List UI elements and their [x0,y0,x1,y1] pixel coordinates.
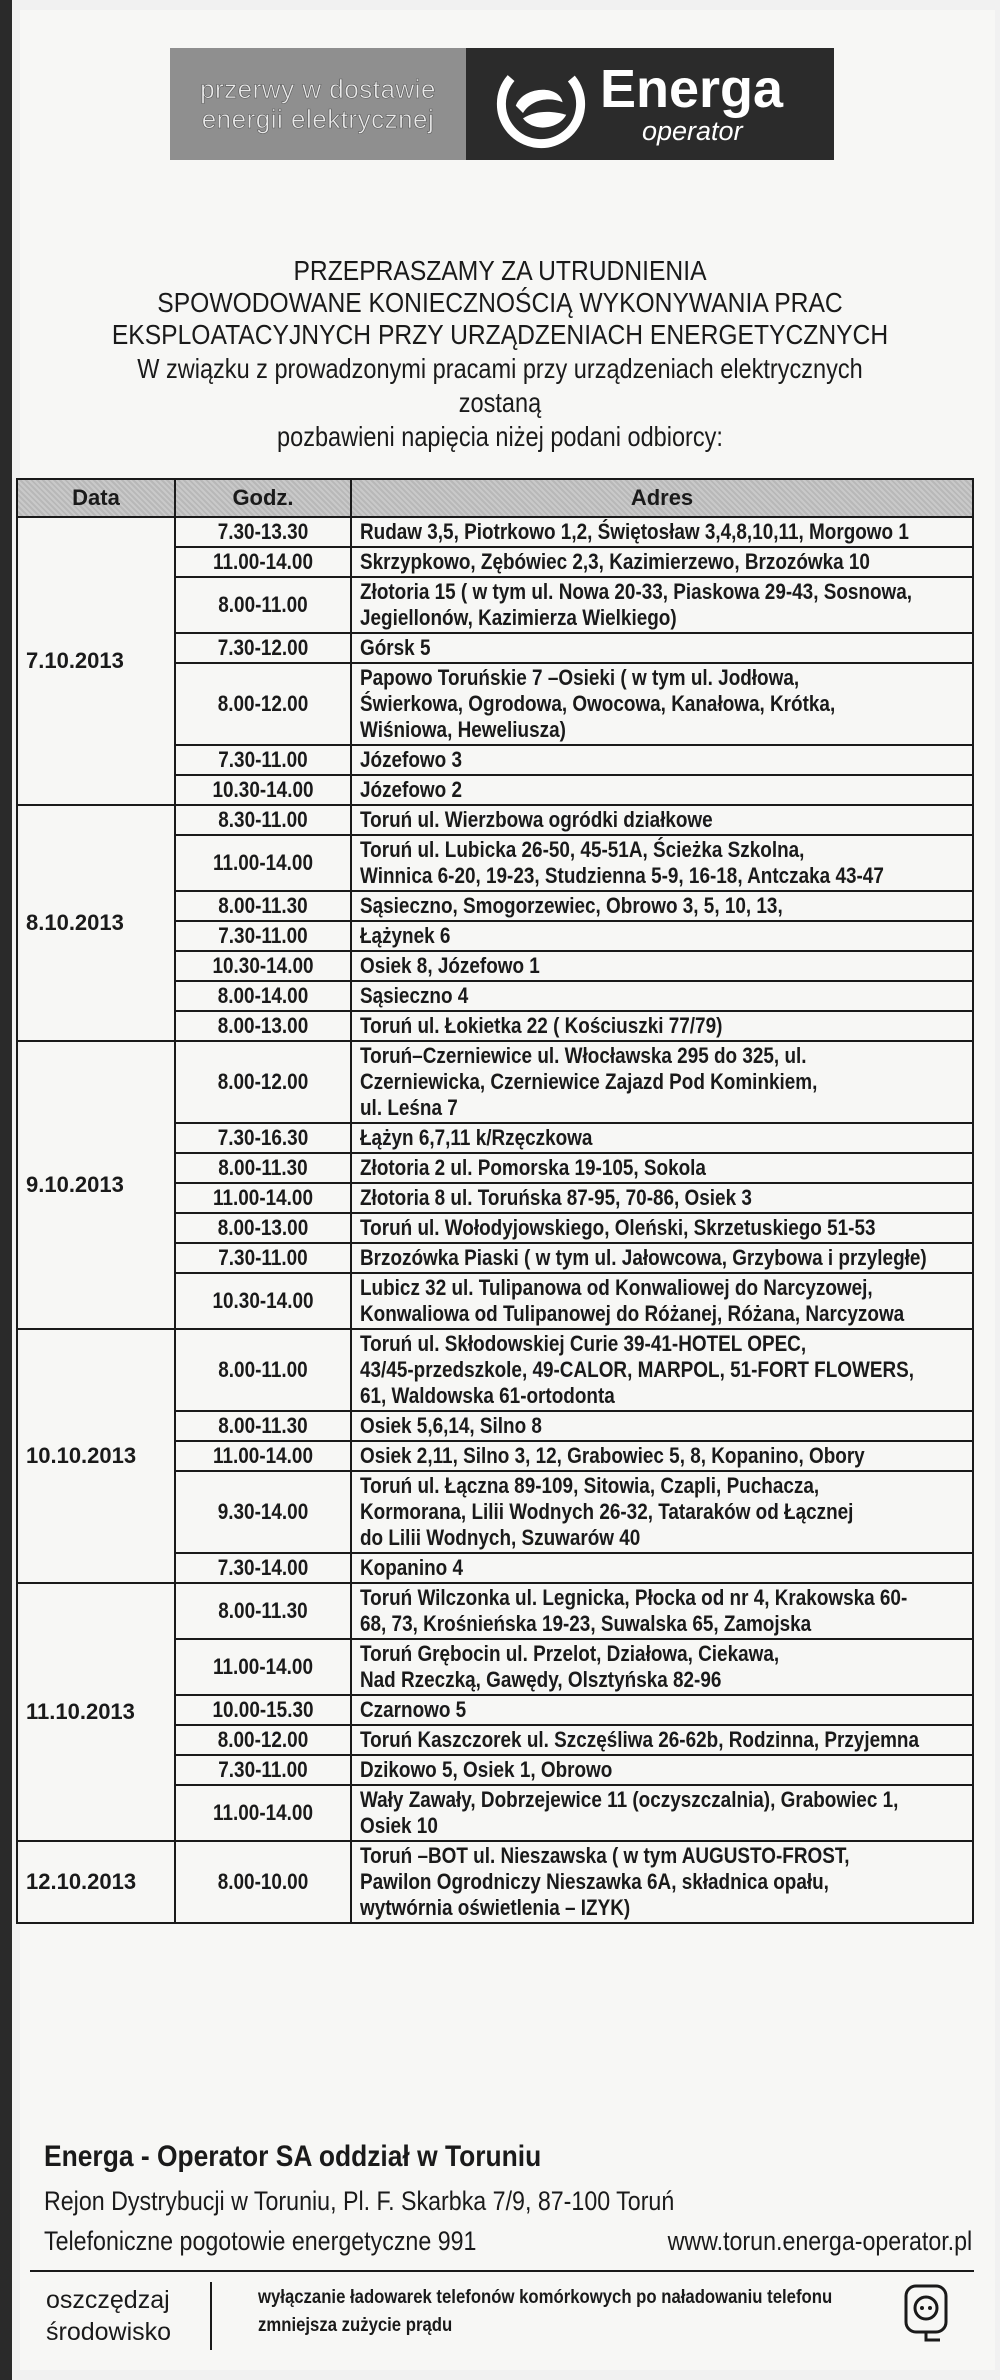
header-time: Godz. [175,479,351,517]
time-cell [175,1011,351,1041]
address-line: Toruń ul. Lubicka 26-50, 45-51A, Ścieżka Szkolna, [360,837,805,862]
address-line: Osiek 10 [360,1813,438,1838]
address-line: Toruń ul. Skłodowskiej Curie 39-41-HOTEL OPEC, [360,1331,807,1356]
time-text: 8.00-11.30 [218,1155,308,1180]
address-cell [351,775,973,805]
address-cell [351,1041,973,1123]
address-cell [351,805,973,835]
footer-divider [30,2270,974,2272]
time-cell [175,1329,351,1411]
time-cell [175,891,351,921]
date-cell: 12.10.2013 [17,1841,175,1923]
address-line: Lubicz 32 ul. Tulipanowa od Konwaliowej do Narcyzowej, [360,1275,873,1300]
header-address: Adres [351,479,973,517]
intro-line1: W związku z prowadzonymi pracami przy urządzeniach elektrycznych zostaną [137,353,863,418]
time-cell [175,1153,351,1183]
date-cell: 7.10.2013 [17,517,175,805]
time-cell [175,1583,351,1639]
address-line: Złotoria 2 ul. Pomorska 19-105, Sokola [360,1155,706,1180]
time-cell [175,517,351,547]
time-text: 7.30-11.00 [218,747,308,772]
address-cell [351,663,973,745]
energa-swirl-icon [496,59,586,149]
table-body [17,517,973,1923]
time-cell [175,981,351,1011]
time-cell [175,663,351,745]
address-line: Józefowo 2 [360,777,462,802]
address-line: Złotoria 15 ( w tym ul. Nowa 20-33, Piaskowa 29-43, Sosnowa, [360,579,913,604]
address-cell [351,517,973,547]
address-cell [351,745,973,775]
time-text: 8.00-11.00 [218,1357,308,1382]
time-text: 8.00-13.00 [217,1013,309,1038]
brand-name: Energa [600,59,784,119]
time-cell [175,1411,351,1441]
address-cell [351,1639,973,1695]
time-text: 7.30-11.00 [218,1245,308,1270]
address-line: 68, 73, Krośnieńska 19-23, Suwalska 65, Zamojska [360,1611,812,1636]
page-edge [0,0,12,2380]
address-line: ul. Leśna 7 [360,1095,458,1120]
address-cell [351,1273,973,1329]
company-address: Rejon Dystrybucji w Toruniu, Pl. F. Skarbka 7/9, 87-100 Toruń [44,2186,675,2216]
time-cell [175,1755,351,1785]
address-line: Papowo Toruńskie 7 –Osieki ( w tym ul. Jodłowa, [360,665,800,690]
energa-banner [170,48,834,160]
address-cell [351,1841,973,1923]
time-text: 10.30-14.00 [212,777,314,802]
time-text: 8.00-12.00 [217,691,309,716]
address-cell [351,1441,973,1471]
address-line: Świerkowa, Ogrodowa, Owocowa, Kanałowa, Krótka, [360,691,836,716]
address-line: Górsk 5 [360,635,431,660]
address-line: Skrzypkowo, Zębówiec 2,3, Kazimierzewo, Brzozówka 10 [360,549,870,574]
address-line: 43/45-przedszkole, 49-CALOR, MARPOL, 51-FORT FLOWERS, [360,1357,915,1382]
time-cell [175,921,351,951]
banner-tagline [170,48,466,160]
date-cell: 8.10.2013 [17,805,175,1041]
time-text: 8.30-11.00 [218,807,308,832]
time-text: 11.00-14.00 [213,850,313,875]
time-cell [175,547,351,577]
plug-icon [900,2282,952,2344]
time-cell [175,1041,351,1123]
address-line: Czerniewicka, Czerniewice Zajazd Pod Kominkiem, [360,1069,818,1094]
time-cell [175,1273,351,1329]
time-text: 11.00-14.00 [213,1654,313,1679]
time-cell [175,577,351,633]
address-cell [351,1243,973,1273]
time-text: 11.00-14.00 [213,549,313,574]
address-cell [351,547,973,577]
time-cell [175,951,351,981]
time-text: 8.00-10.00 [217,1869,309,1894]
time-text: 7.30-14.00 [217,1555,309,1580]
time-text: 8.00-11.00 [218,592,308,617]
address-cell [351,1785,973,1841]
time-text: 8.00-11.30 [218,1598,308,1623]
time-text: 8.00-12.00 [217,1727,309,1752]
time-cell [175,745,351,775]
address-cell [351,1123,973,1153]
address-line: wytwórnia oświetlenia – IZYK) [360,1895,631,1920]
table-row [17,805,973,835]
address-line: Toruń Wilczonka ul. Legnicka, Płocka od nr 4, Krakowska 60- [360,1585,908,1610]
address-cell [351,1695,973,1725]
time-cell [175,1213,351,1243]
address-line: Rudaw 3,5, Piotrkowo 1,2, Świętosław 3,4,8,10,11, Morgowo 1 [360,519,909,544]
time-cell [175,1243,351,1273]
time-text: 10.30-14.00 [212,1288,314,1313]
time-text: 11.00-14.00 [213,1800,313,1825]
address-line: do Lilii Wodnych, Szuwarów 40 [360,1525,641,1550]
time-cell [175,1639,351,1695]
address-cell [351,1583,973,1639]
address-line: Toruń ul. Łokietka 22 ( Kościuszki 77/79) [360,1013,723,1038]
time-text: 11.00-14.00 [213,1185,313,1210]
table-row [17,1583,973,1639]
emergency-phone: Telefoniczne pogotowie energetyczne 991 [44,2226,477,2256]
time-cell [175,775,351,805]
time-text: 8.00-11.30 [218,893,308,918]
address-line: Józefowo 3 [360,747,462,772]
headline-line2: SPOWODOWANE KONIECZNOŚCIĄ WYKONYWANIA PRAC [157,287,843,318]
address-line: Toruń –BOT ul. Nieszawska ( w tym AUGUSTO-FROST, [360,1843,850,1868]
address-line: Osiek 2,11, Silno 3, 12, Grabowiec 5, 8, Kopanino, Obory [360,1443,865,1468]
address-line: Nad Rzeczką, Gawędy, Olsztyńska 82-96 [360,1667,722,1692]
address-cell [351,951,973,981]
time-text: 10.30-14.00 [212,953,314,978]
address-line: Łążynek 6 [360,923,451,948]
address-line: Czarnowo 5 [360,1697,467,1722]
address-line: Winnica 6-20, 19-23, Studzienna 5-9, 16-18, Antczaka 43-47 [360,863,884,888]
address-line: Łążyn 6,7,11 k/Rzęczkowa [360,1125,593,1150]
address-cell [351,1153,973,1183]
tagline-line2: energii elektrycznej [201,104,435,134]
address-line: Wały Zawały, Dobrzejewice 11 (oczyszczalnia), Grabowiec 1, [360,1787,899,1812]
address-cell [351,1329,973,1411]
table-row [17,1041,973,1123]
eco-divider [210,2282,212,2350]
address-line: Toruń ul. Łączna 89-109, Sitowia, Czapli, Puchacza, [360,1473,820,1498]
time-cell [175,1441,351,1471]
address-line: Toruń ul. Wierzbowa ogródki działkowe [360,807,713,832]
tip-line1: wyłączanie ładowarek telefonów komórkowych po naładowaniu telefonu [258,2287,833,2308]
address-line: Toruń–Czerniewice ul. Włocławska 295 do 325, ul. [360,1043,807,1068]
date-cell: 9.10.2013 [17,1041,175,1329]
tagline-line1: przerwy w dostawie [200,74,436,104]
time-cell [175,1725,351,1755]
company-name: Energa - Operator SA oddział w Toruniu [44,2140,542,2173]
address-line: 61, Waldowska 61-ortodonta [360,1383,615,1408]
address-cell [351,981,973,1011]
date-cell: 10.10.2013 [17,1329,175,1583]
time-cell [175,1695,351,1725]
eco-line1: oszczędzaj [46,2286,170,2314]
time-text: 10.00-15.30 [212,1697,314,1722]
website-link[interactable]: www.torun.energa-operator.pl [667,2226,972,2256]
address-cell [351,1755,973,1785]
time-cell [175,805,351,835]
headline-line3: EKSPLOATACYJNYCH PRZY URZĄDZENIACH ENERGETYCZNYCH [111,319,889,350]
address-line: Kopanino 4 [360,1555,464,1580]
intro-line2: pozbawieni napięcia niżej podani odbiorcy: [277,421,723,452]
time-text: 8.00-12.00 [217,1069,309,1094]
intro-text [97,352,903,454]
time-text: 7.30-16.30 [217,1125,309,1150]
address-line: Pawilon Ogrodniczy Nieszawka 6A, składnica opału, [360,1869,829,1894]
eco-line2: środowisko [46,2318,172,2346]
address-cell [351,1553,973,1583]
table-row [17,1841,973,1923]
tip-line2: zmniejsza zużycie prądu [258,2315,453,2336]
headline-line1: PRZEPRASZAMY ZA UTRUDNIENIA [293,255,707,286]
address-line: Wiśniowa, Heweliusza) [360,717,566,742]
header-date: Data [17,479,175,517]
address-cell [351,1725,973,1755]
apology-headline [95,255,905,351]
address-cell [351,891,973,921]
address-cell [351,633,973,663]
address-line: Jegiellonów, Kazimierza Wielkiego) [360,605,677,630]
address-cell [351,1011,973,1041]
address-cell [351,921,973,951]
address-cell [351,1213,973,1243]
time-text: 8.00-14.00 [217,983,309,1008]
address-cell [351,1183,973,1213]
address-line: Toruń ul. Wołodyjowskiego, Oleński, Skrzetuskiego 51-53 [360,1215,876,1240]
address-cell [351,1471,973,1553]
time-text: 9.30-14.00 [217,1499,309,1524]
eco-slogan [46,2284,171,2348]
table-row [17,1329,973,1411]
time-text: 8.00-11.30 [218,1413,308,1438]
address-line: Sąsieczno 4 [360,983,469,1008]
address-line: Dzikowo 5, Osiek 1, Obrowo [360,1757,613,1782]
address-line: Kormorana, Lilii Wodnych 26-32, Tataraków od Łącznej [360,1499,854,1524]
address-cell [351,835,973,891]
energa-logo [466,48,834,160]
time-cell [175,1123,351,1153]
time-cell [175,1471,351,1553]
address-line: Konwaliowa od Tulipanowej do Różanej, Różana, Narcyzowa [360,1301,905,1326]
time-cell [175,1841,351,1923]
address-line: Brzozówka Piaski ( w tym ul. Jałowcowa, Grzybowa i przyległe) [360,1245,927,1270]
address-line: Toruń Grębocin ul. Przelot, Działowa, Ciekawa, [360,1641,780,1666]
time-cell [175,1553,351,1583]
energy-tip [258,2284,832,2340]
time-text: 7.30-11.00 [218,923,308,948]
time-cell [175,1785,351,1841]
brand-subtitle: operator [642,116,743,146]
address-cell [351,1411,973,1441]
time-cell [175,1183,351,1213]
address-line: Osiek 8, Józefowo 1 [360,953,540,978]
address-line: Toruń Kaszczorek ul. Szczęśliwa 26-62b, Rodzinna, Przyjemna [360,1727,920,1752]
table-header-row [17,479,973,517]
address-line: Sąsieczno, Smogorzewiec, Obrowo 3, 5, 10, 13, [360,893,783,918]
time-text: 11.00-14.00 [213,1443,313,1468]
time-cell [175,633,351,663]
time-text: 8.00-13.00 [217,1215,309,1240]
address-line: Osiek 5,6,14, Silno 8 [360,1413,542,1438]
table-row [17,517,973,547]
time-text: 7.30-13.30 [217,519,309,544]
date-cell: 11.10.2013 [17,1583,175,1841]
address-cell [351,577,973,633]
address-line: Złotoria 8 ul. Toruńska 87-95, 70-86, Osiek 3 [360,1185,752,1210]
outage-schedule-table [16,478,974,1924]
time-text: 7.30-12.00 [217,635,309,660]
time-cell [175,835,351,891]
time-text: 7.30-11.00 [218,1757,308,1782]
